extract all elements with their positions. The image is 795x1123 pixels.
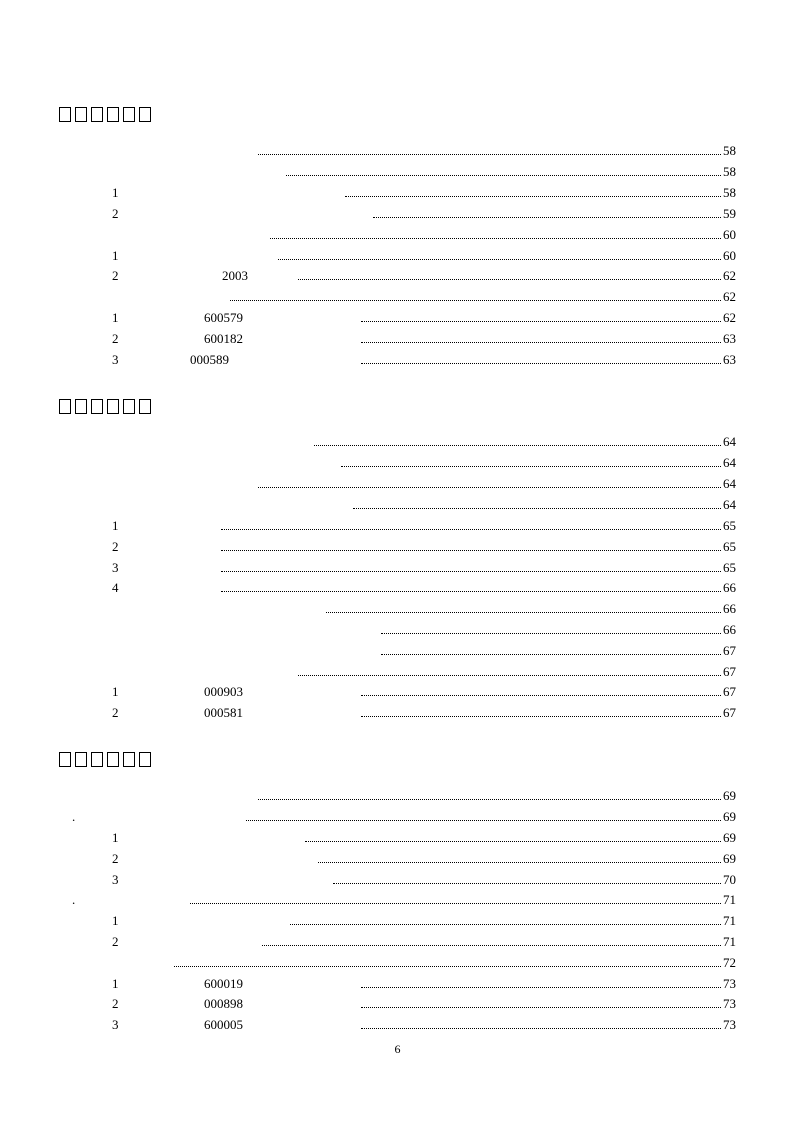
toc-entry-code: 000898 <box>204 996 243 1011</box>
toc-entry-page: 66 <box>723 601 736 616</box>
toc-entry-page: 64 <box>723 497 736 512</box>
dot-leader <box>381 654 721 655</box>
toc-entry[interactable] <box>0 703 795 723</box>
toc-entry[interactable] <box>0 599 795 619</box>
toc-entry[interactable] <box>0 1015 795 1035</box>
toc-entry-bullet: . <box>72 809 76 824</box>
dot-leader <box>258 799 721 800</box>
missing-glyph-icon <box>123 752 135 767</box>
toc-entry-page: 58 <box>723 185 736 200</box>
toc-entry[interactable] <box>0 807 795 827</box>
dot-leader <box>230 300 721 301</box>
toc-entry-page: 62 <box>723 289 736 304</box>
toc-entry[interactable] <box>0 141 795 161</box>
dot-leader <box>373 217 721 218</box>
toc-entry-page: 60 <box>723 248 736 263</box>
missing-glyph-icon <box>139 399 151 414</box>
toc-entry[interactable] <box>0 620 795 640</box>
toc-entry-page: 65 <box>723 539 736 554</box>
dot-leader <box>361 342 721 343</box>
toc-entry-page: 65 <box>723 560 736 575</box>
toc-entry-page: 63 <box>723 331 736 346</box>
dot-leader <box>361 695 721 696</box>
toc-entry-number: 3 <box>112 352 119 367</box>
toc-entry[interactable] <box>0 287 795 307</box>
dot-leader <box>361 1028 721 1029</box>
toc-entry-number: 1 <box>112 913 119 928</box>
toc-entry[interactable] <box>0 266 795 286</box>
toc-entry-page: 67 <box>723 705 736 720</box>
toc-entry-page: 59 <box>723 206 736 221</box>
toc-entry[interactable] <box>0 183 795 203</box>
dot-leader <box>361 363 721 364</box>
toc-entry-code: 000903 <box>204 684 243 699</box>
dot-leader <box>270 238 721 239</box>
toc-entry[interactable] <box>0 350 795 370</box>
missing-glyph-icon <box>75 752 87 767</box>
dot-leader <box>262 945 721 946</box>
dot-leader <box>333 883 721 884</box>
toc-entry-code: 2003 <box>222 268 248 283</box>
toc-entry[interactable] <box>0 246 795 266</box>
toc-entry[interactable] <box>0 974 795 994</box>
toc-entry-page: 69 <box>723 788 736 803</box>
toc-entry-number: 2 <box>112 331 119 346</box>
toc-entry-number: 2 <box>112 996 119 1011</box>
toc-entry-page: 71 <box>723 892 736 907</box>
toc-entry-bullet: . <box>72 892 76 907</box>
toc-entry-number: 2 <box>112 539 119 554</box>
toc-entry[interactable] <box>0 953 795 973</box>
toc-entry[interactable] <box>0 558 795 578</box>
toc-entry[interactable] <box>0 911 795 931</box>
toc-entry-number: 3 <box>112 1017 119 1032</box>
toc-entry[interactable] <box>0 162 795 182</box>
dot-leader <box>221 571 721 572</box>
dot-leader <box>174 966 721 967</box>
section-title <box>59 107 151 125</box>
dot-leader <box>221 591 721 592</box>
missing-glyph-icon <box>139 107 151 122</box>
toc-entry-page: 62 <box>723 310 736 325</box>
toc-entry-page: 72 <box>723 955 736 970</box>
dot-leader <box>341 466 721 467</box>
toc-entry-number: 3 <box>112 872 119 887</box>
toc-entry[interactable] <box>0 870 795 890</box>
dot-leader <box>361 716 721 717</box>
dot-leader <box>298 675 721 676</box>
toc-entry[interactable] <box>0 849 795 869</box>
dot-leader <box>258 487 721 488</box>
toc-entry[interactable] <box>0 641 795 661</box>
dot-leader <box>326 612 721 613</box>
toc-entry[interactable] <box>0 516 795 536</box>
toc-entry-page: 67 <box>723 684 736 699</box>
toc-entry-number: 1 <box>112 310 119 325</box>
dot-leader <box>298 279 721 280</box>
toc-entry-page: 73 <box>723 1017 736 1032</box>
toc-entry-page: 67 <box>723 643 736 658</box>
toc-entry-page: 69 <box>723 809 736 824</box>
dot-leader <box>318 862 721 863</box>
dot-leader <box>345 196 721 197</box>
dot-leader <box>290 924 721 925</box>
toc-entry[interactable] <box>0 329 795 349</box>
toc-entry-page: 60 <box>723 227 736 242</box>
missing-glyph-icon <box>107 399 119 414</box>
toc-entry[interactable] <box>0 932 795 952</box>
dot-leader <box>221 550 721 551</box>
toc-entry-page: 66 <box>723 622 736 637</box>
dot-leader <box>361 321 721 322</box>
dot-leader <box>361 1007 721 1008</box>
toc-entry[interactable] <box>0 204 795 224</box>
toc-entry-page: 73 <box>723 996 736 1011</box>
toc-entry[interactable] <box>0 225 795 245</box>
toc-entry-page: 66 <box>723 580 736 595</box>
toc-entry-code: 600019 <box>204 976 243 991</box>
dot-leader <box>305 841 721 842</box>
toc-entry-page: 58 <box>723 143 736 158</box>
dot-leader <box>246 820 721 821</box>
toc-entry-page: 64 <box>723 434 736 449</box>
toc-entry-number: 2 <box>112 206 119 221</box>
toc-entry[interactable] <box>0 890 795 910</box>
missing-glyph-icon <box>107 107 119 122</box>
dot-leader <box>221 529 721 530</box>
toc-entry[interactable] <box>0 662 795 682</box>
toc-entry[interactable] <box>0 432 795 452</box>
toc-entry-page: 69 <box>723 851 736 866</box>
toc-entry-code: 000581 <box>204 705 243 720</box>
dot-leader <box>278 259 721 260</box>
toc-entry-code: 000589 <box>190 352 229 367</box>
section-title <box>59 399 151 417</box>
dot-leader <box>258 154 721 155</box>
toc-entry[interactable] <box>0 682 795 702</box>
toc-entry-page: 67 <box>723 664 736 679</box>
missing-glyph-icon <box>107 752 119 767</box>
missing-glyph-icon <box>123 399 135 414</box>
toc-entry-page: 65 <box>723 518 736 533</box>
toc-entry-page: 73 <box>723 976 736 991</box>
toc-entry-number: 1 <box>112 518 119 533</box>
missing-glyph-icon <box>139 752 151 767</box>
toc-entry[interactable] <box>0 308 795 328</box>
missing-glyph-icon <box>59 107 71 122</box>
toc-entry-page: 63 <box>723 352 736 367</box>
toc-entry-page: 71 <box>723 934 736 949</box>
toc-entry-number: 4 <box>112 580 119 595</box>
dot-leader <box>190 903 721 904</box>
missing-glyph-icon <box>123 107 135 122</box>
dot-leader <box>353 508 721 509</box>
toc-entry-number: 1 <box>112 976 119 991</box>
toc-entry-page: 58 <box>723 164 736 179</box>
toc-entry-number: 3 <box>112 560 119 575</box>
dot-leader <box>286 175 721 176</box>
missing-glyph-icon <box>75 399 87 414</box>
toc-entry[interactable] <box>0 994 795 1014</box>
toc-entry[interactable] <box>0 537 795 557</box>
dot-leader <box>381 633 721 634</box>
toc-entry-code: 600005 <box>204 1017 243 1032</box>
toc-entry-number: 2 <box>112 705 119 720</box>
toc-entry[interactable] <box>0 578 795 598</box>
toc-entry[interactable] <box>0 786 795 806</box>
missing-glyph-icon <box>91 107 103 122</box>
missing-glyph-icon <box>91 752 103 767</box>
toc-entry-number: 2 <box>112 934 119 949</box>
toc-entry[interactable] <box>0 474 795 494</box>
missing-glyph-icon <box>91 399 103 414</box>
dot-leader <box>314 445 721 446</box>
toc-entry-number: 1 <box>112 684 119 699</box>
missing-glyph-icon <box>59 752 71 767</box>
toc-entry-number: 1 <box>112 185 119 200</box>
toc-entry-code: 600182 <box>204 331 243 346</box>
toc-entry-page: 64 <box>723 476 736 491</box>
toc-entry-number: 1 <box>112 830 119 845</box>
toc-entry-page: 64 <box>723 455 736 470</box>
toc-entry-number: 2 <box>112 851 119 866</box>
missing-glyph-icon <box>75 107 87 122</box>
toc-entry-page: 69 <box>723 830 736 845</box>
toc-entry-number: 2 <box>112 268 119 283</box>
toc-entry-page: 70 <box>723 872 736 887</box>
toc-entry[interactable] <box>0 495 795 515</box>
section-title <box>59 752 151 770</box>
toc-entry[interactable] <box>0 828 795 848</box>
page-number: 6 <box>394 1042 401 1056</box>
missing-glyph-icon <box>59 399 71 414</box>
toc-entry[interactable] <box>0 453 795 473</box>
toc-entry-code: 600579 <box>204 310 243 325</box>
toc-entry-page: 71 <box>723 913 736 928</box>
dot-leader <box>361 987 721 988</box>
toc-entry-number: 1 <box>112 248 119 263</box>
toc-entry-page: 62 <box>723 268 736 283</box>
